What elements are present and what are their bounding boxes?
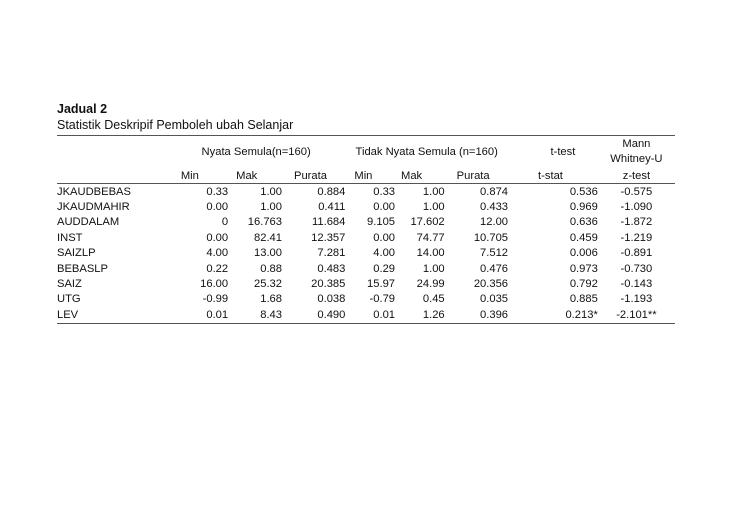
table-cell: 14.00 (416, 247, 445, 260)
header-mann-whitney (598, 136, 675, 169)
table-cell: 0.006 (569, 247, 598, 260)
sub-header-min-1: Min (167, 168, 228, 184)
table-cell: 1.00 (260, 201, 282, 214)
table-row (57, 184, 675, 200)
table-cell: 0.33 (206, 185, 229, 198)
table-cell: 4.00 (373, 247, 396, 260)
table-cell: 20.385 (311, 278, 346, 291)
table-cell: -0.143 (620, 278, 653, 291)
table-cell: -0.730 (620, 262, 653, 275)
table-cell: 9.105 (367, 216, 396, 229)
header-blank (57, 136, 167, 169)
table-cell: 7.281 (317, 247, 346, 260)
row-label: BEBASLP (57, 262, 108, 275)
table-cell: 0.536 (569, 185, 598, 198)
table-cell: 16.763 (247, 216, 282, 229)
table-cell: 0.411 (318, 201, 346, 214)
header-t-test: t-test (508, 136, 598, 169)
table-cell: 0.483 (317, 262, 346, 275)
table-cell: 82.41 (254, 231, 282, 244)
table-cell: 0.00 (373, 231, 396, 244)
sub-header-purata-1: Purata (282, 168, 345, 184)
table-cell: 0.038 (317, 293, 346, 306)
table-cell: 0.00 (373, 201, 396, 214)
table-cell: 0.33 (373, 185, 396, 198)
table-cell: 74.77 (416, 231, 445, 244)
table-cell: 0.01 (345, 307, 395, 323)
sub-header-min-2: Min (345, 168, 395, 184)
table-cell: 0.00 (206, 231, 229, 244)
table-cell: 24.99 (416, 278, 445, 291)
row-label: INST (57, 231, 83, 244)
table-cell: 0.969 (569, 201, 598, 214)
row-label: JKAUDBEBAS (57, 185, 131, 198)
table-cell: 11.684 (311, 216, 346, 229)
table-cell: 10.705 (473, 231, 509, 244)
table-cell: -0.79 (369, 293, 396, 306)
table-cell: 25.32 (254, 278, 282, 291)
header-mann-line1: Mann (622, 138, 651, 150)
table-cell: -1.872 (620, 216, 653, 229)
table-cell: 1.00 (260, 185, 282, 198)
table-cell: 0.490 (282, 307, 345, 323)
table-cell: 16.00 (200, 278, 229, 291)
table-cell: 1.00 (422, 262, 445, 275)
row-label: AUDDALAM (57, 216, 120, 229)
table-cell: 4.00 (206, 247, 229, 260)
table-cell: 13.00 (254, 247, 282, 260)
table-cell: 0.035 (480, 293, 509, 306)
table-cell: 12.357 (311, 231, 346, 244)
header-mann-line2: Whitney-U (610, 153, 663, 165)
table-cell: 0.874 (480, 185, 509, 198)
table-cell: 1.26 (395, 307, 445, 323)
table-cell: -1.090 (620, 201, 653, 214)
sub-header-mak-1: Mak (228, 168, 282, 184)
table-row (57, 261, 675, 276)
row-label: LEV (57, 307, 167, 323)
table-cell: 0.29 (373, 262, 396, 275)
table-cell: 0.459 (569, 231, 598, 244)
sub-header-mak-2: Mak (395, 168, 445, 184)
table-cell: 8.43 (228, 307, 282, 323)
row-label: SAIZ (57, 278, 82, 291)
table-cell: 7.512 (480, 247, 509, 260)
table-cell: 0.396 (445, 307, 508, 323)
table-cell: 0.88 (260, 262, 282, 275)
table-cell: -0.575 (620, 185, 653, 198)
table-cell: -1.193 (620, 293, 653, 306)
table-cell: 0.476 (480, 262, 509, 275)
sub-header-t-stat: t-stat (508, 168, 598, 184)
table-cell: 0.22 (206, 262, 229, 275)
table-caption (57, 101, 293, 133)
table-cell: 0.885 (569, 293, 598, 306)
row-label: SAIZLP (57, 247, 96, 260)
table-cell: 1.68 (260, 293, 282, 306)
table-title: Jadual 2 (57, 102, 108, 116)
group-header-row (57, 136, 675, 169)
table-cell: 0.792 (569, 278, 598, 291)
table-cell: 12.00 (480, 216, 509, 229)
table-cell: 0.433 (480, 201, 509, 214)
table-cell: 17.602 (410, 216, 445, 229)
header-nyata-semula: Nyata Semula(n=160) (167, 136, 346, 169)
table-cell: 20.356 (473, 278, 509, 291)
table-cell: 0.45 (422, 293, 445, 306)
row-label: UTG (57, 293, 81, 306)
table-cell: 0.213* (508, 307, 598, 323)
table-cell: -2.101** (598, 307, 675, 323)
table-cell: 0.00 (206, 201, 229, 214)
sub-header-row (57, 168, 675, 184)
table-cell: -0.891 (620, 247, 653, 260)
table-row (57, 292, 675, 307)
table-row (57, 215, 675, 230)
row-label: JKAUDMAHIR (57, 201, 130, 214)
table-cell: 1.00 (422, 201, 445, 214)
table-cell: 0.973 (569, 262, 598, 275)
table-row (57, 230, 675, 245)
table-cell: -0.99 (202, 293, 229, 306)
table-cell: 1.00 (422, 185, 445, 198)
sub-header-z-test: z-test (598, 168, 675, 184)
table-row (57, 199, 675, 214)
table-row (57, 246, 675, 261)
header-tidak-nyata-semula: Tidak Nyata Semula (n=160) (345, 136, 508, 169)
table-cell: 0.884 (317, 185, 346, 198)
table-cell: 0.01 (167, 307, 228, 323)
sub-header-blank (57, 168, 167, 184)
table-cell: 15.97 (367, 278, 396, 291)
table-row (57, 307, 675, 323)
table-cell: -1.219 (620, 231, 653, 244)
sub-header-purata-2: Purata (445, 168, 508, 184)
table-cell: 0.636 (569, 216, 598, 229)
table-subtitle: Statistik Deskripif Pemboleh ubah Selanjar (57, 118, 294, 132)
descriptive-statistics-table (57, 135, 675, 324)
table-row (57, 276, 675, 291)
table-cell: 0 (221, 216, 229, 229)
